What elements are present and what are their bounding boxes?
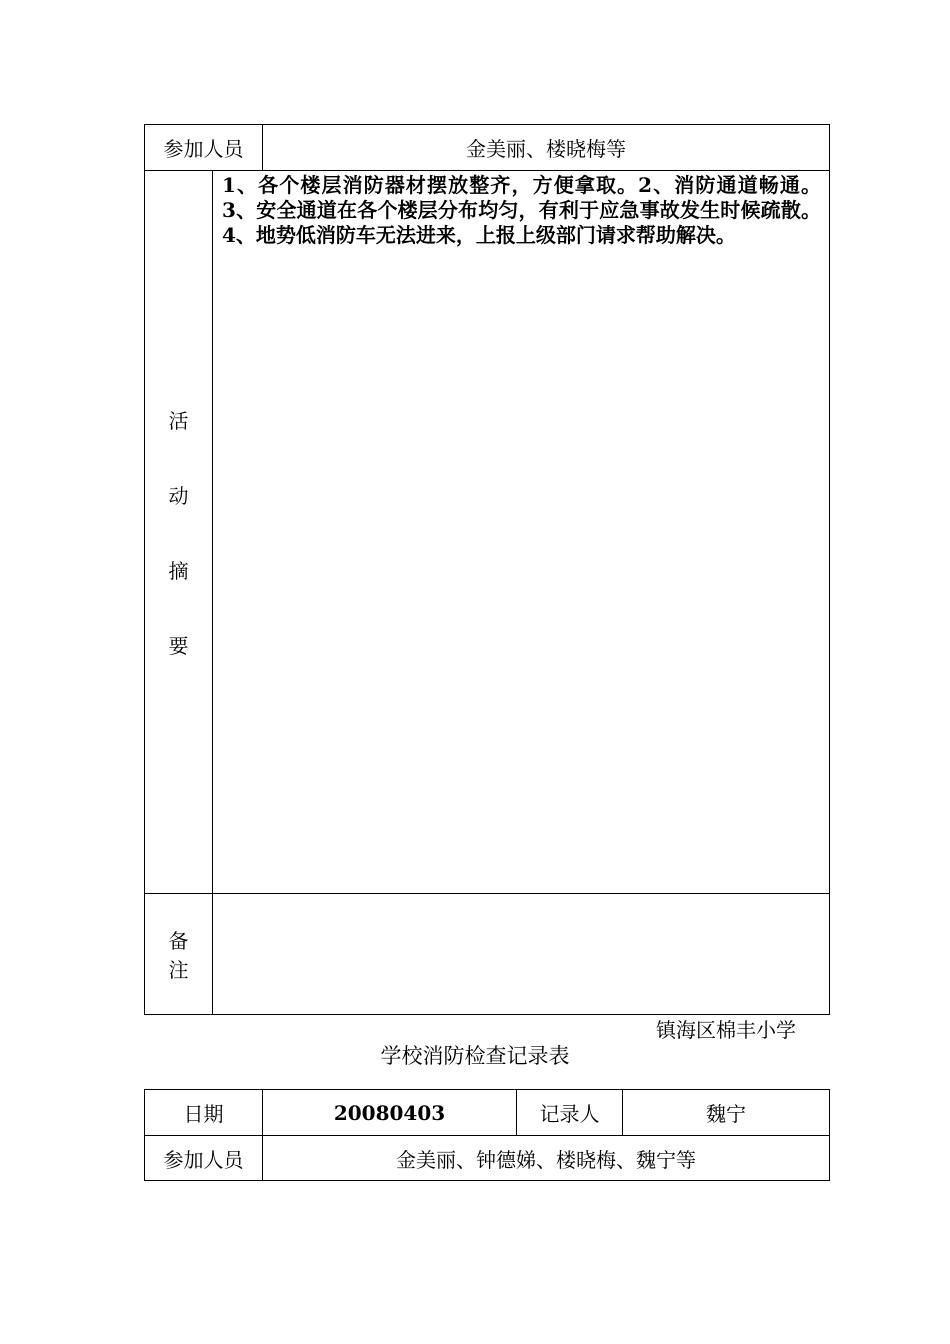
inspection-record-table-1 [144,124,830,1015]
participants-label: 参加人员 [145,125,263,171]
remarks-value [213,894,830,1015]
recorder-value: 魏宁 [623,1090,830,1136]
summary-label-char: 活 [168,409,189,433]
participants-value: 金美丽、楼晓梅等 [263,125,830,171]
activity-summary-text: 1、各个楼层消防器材摆放整齐，方便拿取。2、消防通道畅通。3、安全通道在各个楼层分布均匀，有利于应急事故发生时候疏散。4、地势低消防车无法进来，上报上级部门请求帮助解决。 [222,173,821,247]
summary-label-char: 动 [168,484,189,508]
summary-label-char: 要 [168,634,189,658]
form-title: 学校消防检查记录表 [380,1044,570,1068]
date-value: 20080403 [263,1090,517,1136]
remarks-label-char: 注 [168,958,189,982]
participants-value: 金美丽、钟德娣、楼晓梅、魏宁等 [263,1136,830,1181]
remarks-label [145,894,213,1015]
summary-label-char: 摘 [168,559,189,583]
school-name: 镇海区棉丰小学 [656,1018,796,1042]
inspection-record-table-2 [144,1089,830,1181]
remarks-label-char: 备 [168,929,189,953]
activity-summary-cell [213,171,830,894]
date-label: 日期 [145,1090,263,1136]
recorder-label: 记录人 [517,1090,623,1136]
activity-summary-label [145,171,213,894]
participants-label: 参加人员 [145,1136,263,1181]
